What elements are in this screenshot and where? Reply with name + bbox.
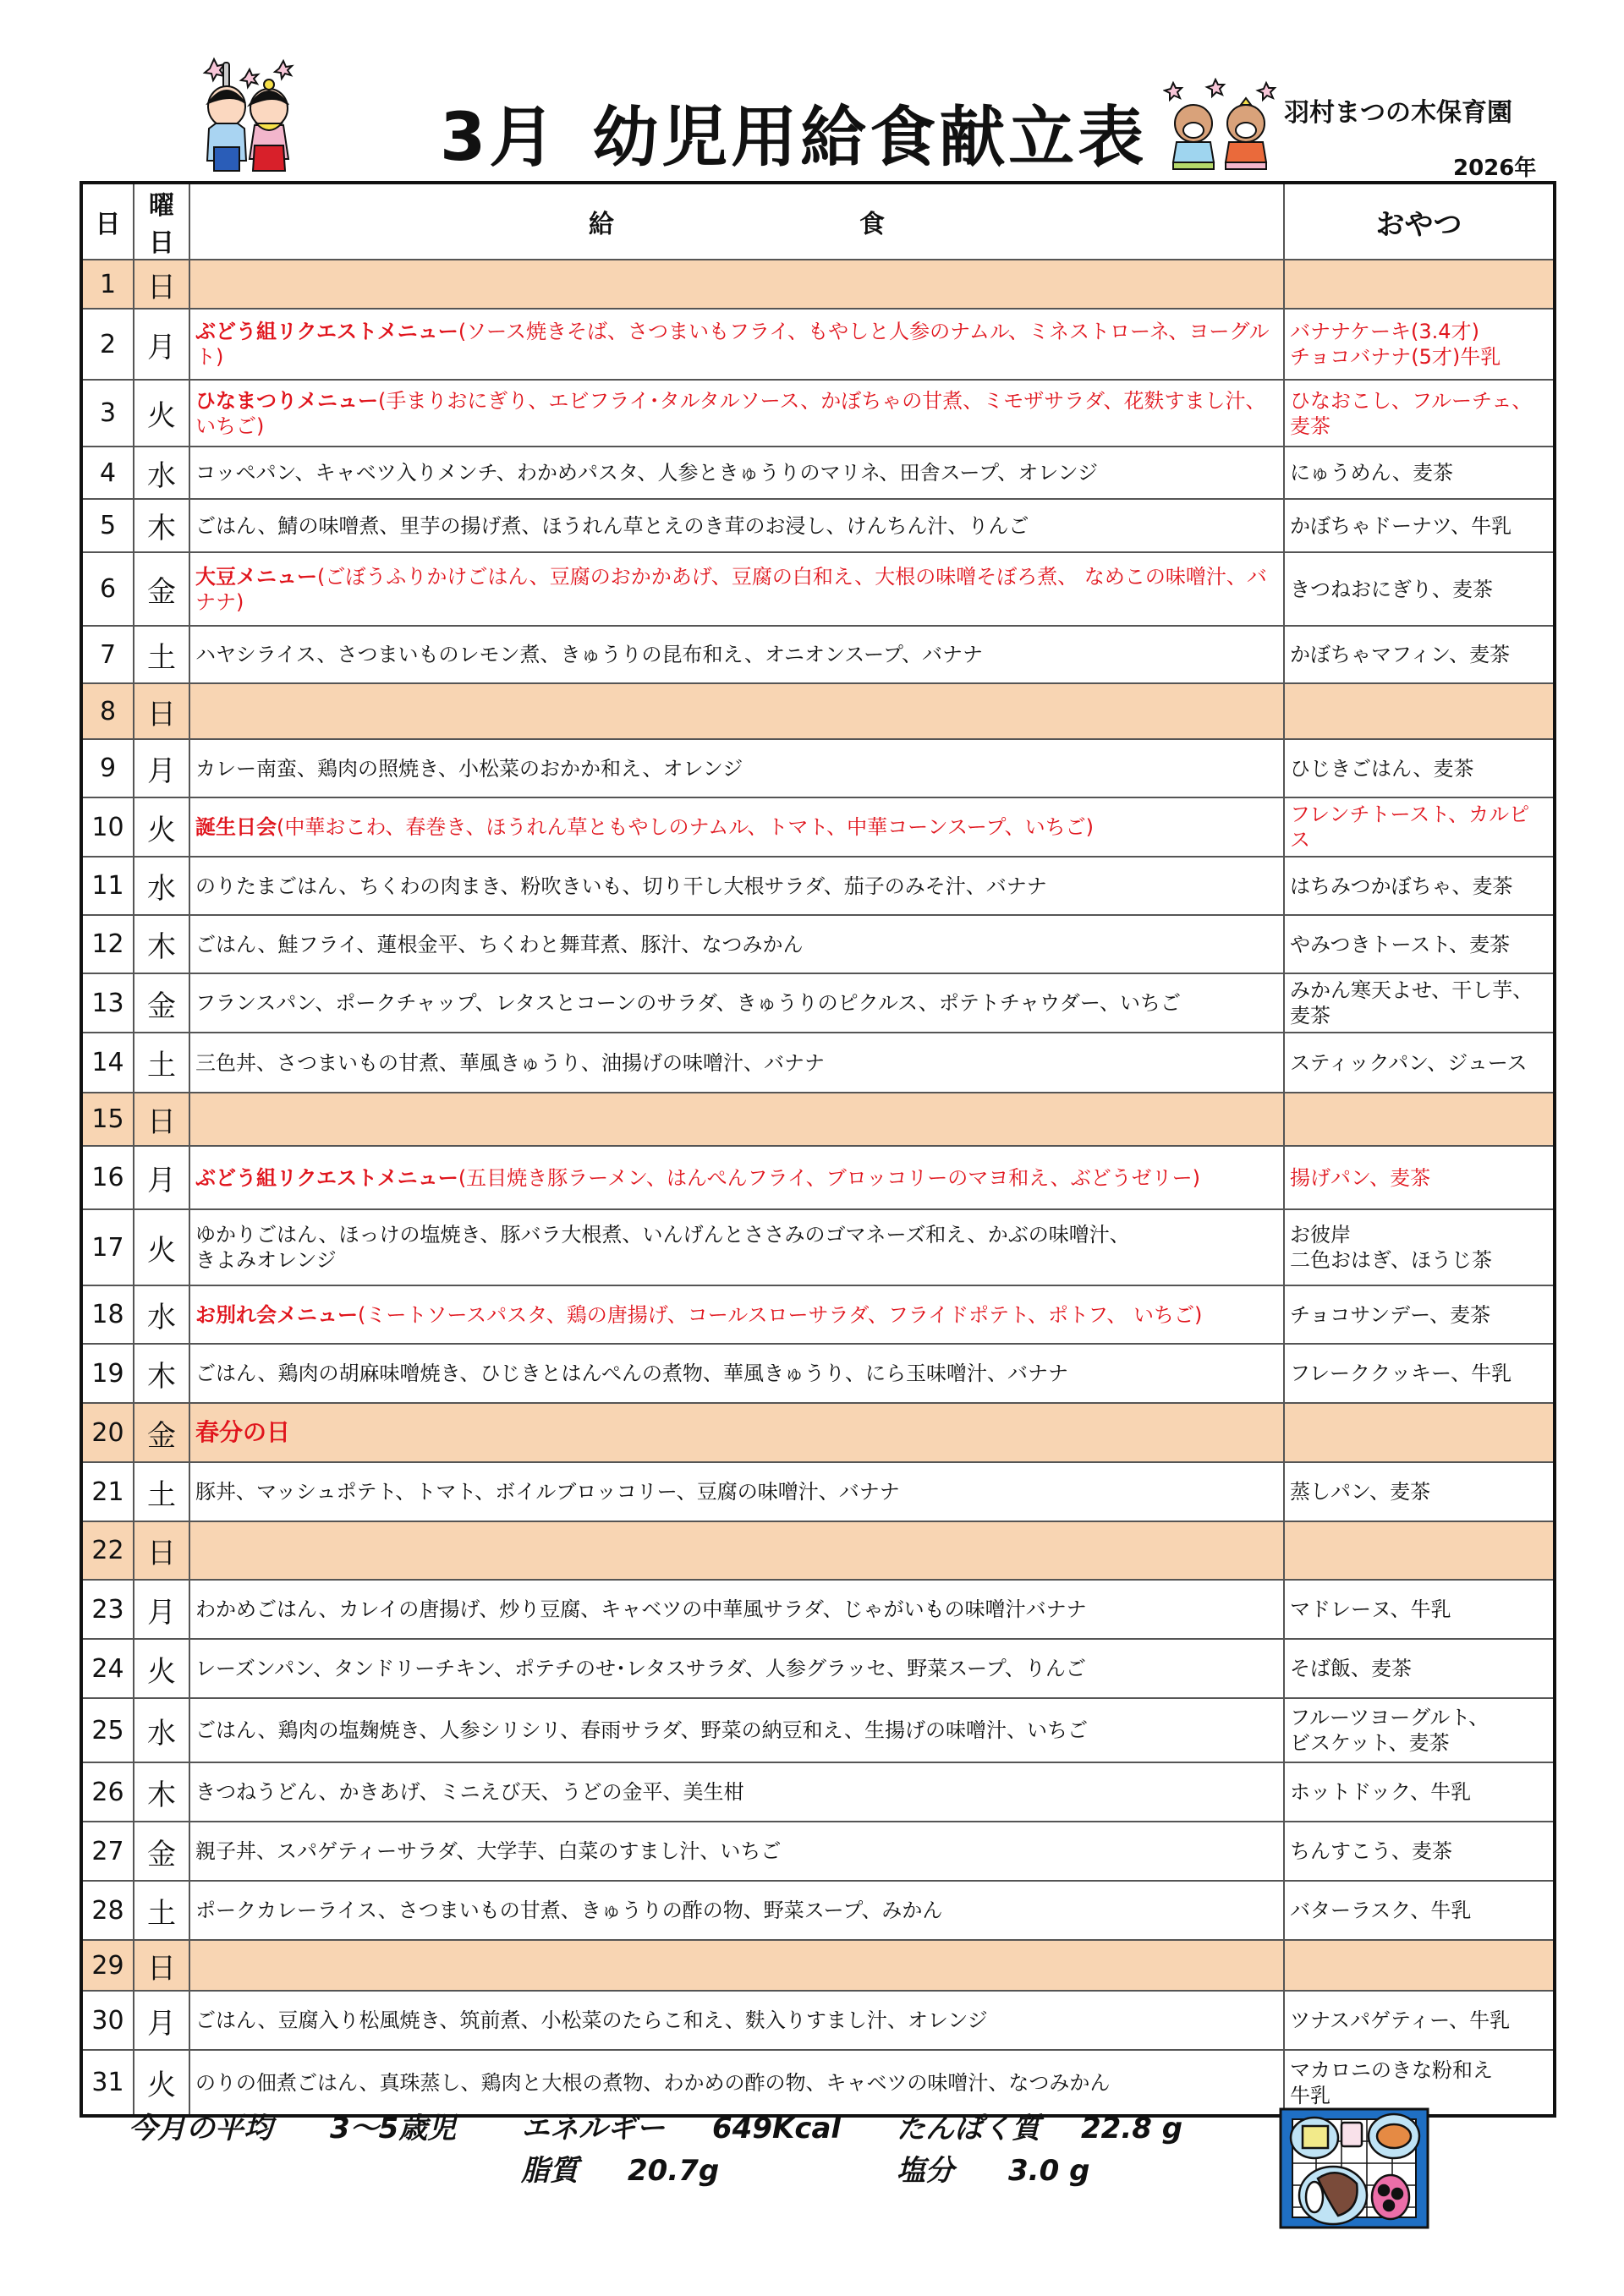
row-snack: ひじきごはん、麦茶	[1284, 739, 1555, 797]
row-snack: ホットドック、牛乳	[1284, 1762, 1555, 1822]
row-meal	[189, 552, 1284, 626]
menu-row	[81, 739, 1555, 797]
meal-items: のりの佃煮ごはん、真珠蒸し、鶏肉と大根の煮物、わかめの酢の物、キャベツの味噌汁、なつみかん	[195, 2070, 1111, 2095]
row-weekday: 木	[134, 1762, 189, 1822]
row-day: 5	[81, 499, 134, 552]
row-meal	[189, 1639, 1284, 1698]
row-weekday: 火	[134, 1639, 189, 1698]
row-day: 1	[81, 260, 134, 309]
menu-row	[81, 260, 1555, 309]
menu-row	[81, 683, 1555, 739]
row-meal	[189, 499, 1284, 552]
meal-items: (ミートソースパスタ、鶏の唐揚げ、コールスローサラダ、フライドポテト、ポトフ、 いちご)	[358, 1302, 1203, 1327]
menu-row	[81, 1881, 1555, 1940]
summary-age: 3～5歳児	[330, 2112, 457, 2145]
row-day: 24	[81, 1639, 134, 1698]
menu-row	[81, 1344, 1555, 1403]
hina-dolls-illustration	[199, 52, 300, 176]
row-day: 28	[81, 1881, 134, 1940]
meal-items: カレー南蛮、鶏肉の照焼き、小松菜のおかか和え、オレンジ	[195, 756, 743, 781]
row-meal	[189, 797, 1284, 857]
menu-row	[81, 1033, 1555, 1093]
menu-row	[81, 380, 1555, 447]
meal-event-label: ぶどう組リクエストメニュー	[195, 320, 458, 343]
row-weekday: 火	[134, 380, 189, 447]
meal-event-label: お別れ会メニュー	[195, 1302, 358, 1327]
row-day: 22	[81, 1521, 134, 1580]
row-meal	[189, 1146, 1284, 1209]
menu-row	[81, 1462, 1555, 1521]
row-meal	[189, 1462, 1284, 1521]
row-snack: やみつきトースト、麦茶	[1284, 915, 1555, 973]
row-meal	[189, 739, 1284, 797]
row-weekday: 土	[134, 1033, 189, 1093]
row-day: 15	[81, 1093, 134, 1146]
row-weekday: 日	[134, 1521, 189, 1580]
salt-value: 3.0 g	[1008, 2154, 1090, 2188]
row-weekday: 水	[134, 1698, 189, 1762]
row-meal	[189, 1033, 1284, 1093]
row-day: 29	[81, 1940, 134, 1991]
meal-event-label: 誕生日会	[195, 815, 277, 839]
row-weekday: 日	[134, 1940, 189, 1991]
menu-row	[81, 447, 1555, 499]
menu-row	[81, 1762, 1555, 1822]
header-day: 日	[81, 183, 134, 260]
menu-row	[81, 1580, 1555, 1639]
meal-items: ごはん、鶏肉の塩麹焼き、人参シリシリ、春雨サラダ、野菜の納豆和え、生揚げの味噌汁、いちご	[195, 1718, 1089, 1742]
header-meal-1: 給	[589, 210, 614, 239]
row-day: 31	[81, 2050, 134, 2116]
protein-label: たんぱく質	[897, 2112, 1040, 2145]
row-weekday: 木	[134, 1344, 189, 1403]
row-weekday: 月	[134, 1580, 189, 1639]
meal-event-label: 春分の日	[195, 1417, 291, 1446]
monthly-nutrition-summary	[129, 2107, 1182, 2192]
row-snack: マカロニのきな粉和え 牛乳	[1284, 2050, 1555, 2116]
row-snack: マドレーヌ、牛乳	[1284, 1580, 1555, 1639]
row-meal	[189, 1580, 1284, 1639]
row-day: 17	[81, 1209, 134, 1285]
menu-row	[81, 1698, 1555, 1762]
row-meal	[189, 447, 1284, 499]
row-day: 3	[81, 380, 134, 447]
row-weekday: 金	[134, 1822, 189, 1881]
row-day: 23	[81, 1580, 134, 1639]
row-day: 4	[81, 447, 134, 499]
row-snack	[1284, 1521, 1555, 1580]
menu-row	[81, 973, 1555, 1033]
row-snack: チョコサンデー、麦茶	[1284, 1285, 1555, 1344]
row-weekday: 木	[134, 915, 189, 973]
protein-value: 22.8 g	[1081, 2112, 1183, 2145]
menu-row	[81, 1209, 1555, 1285]
row-day: 2	[81, 309, 134, 380]
menu-row	[81, 857, 1555, 915]
meal-items: きつねうどん、かきあげ、ミニえび天、うどの金平、美生柑	[195, 1780, 744, 1804]
meal-items: コッペパン、キャベツ入りメンチ、わかめパスタ、人参ときゅうりのマリネ、田舎スープ、オレンジ	[195, 461, 1099, 485]
row-weekday: 月	[134, 1146, 189, 1209]
row-snack: はちみつかぼちゃ、麦茶	[1284, 857, 1555, 915]
menu-row	[81, 1403, 1555, 1462]
row-day: 14	[81, 1033, 134, 1093]
header-meal-2: 食	[859, 210, 885, 239]
row-meal	[189, 1209, 1284, 1285]
meal-items: ポークカレーライス、さつまいもの甘煮、きゅうりの酢の物、野菜スープ、みかん	[195, 1899, 943, 1922]
row-snack: 揚げパン、麦茶	[1284, 1146, 1555, 1209]
row-meal	[189, 1762, 1284, 1822]
school-lunch-tray-illustration	[1279, 2107, 1429, 2229]
meal-items: ハヤシライス、さつまいものレモン煮、きゅうりの昆布和え、オニオンスープ、バナナ	[195, 643, 983, 666]
row-snack: かぼちゃマフィン、麦茶	[1284, 626, 1555, 683]
row-weekday: 水	[134, 1285, 189, 1344]
menu-row	[81, 1093, 1555, 1146]
row-weekday: 月	[134, 739, 189, 797]
row-day: 21	[81, 1462, 134, 1521]
row-weekday: 月	[134, 1991, 189, 2050]
row-meal	[189, 260, 1284, 309]
row-meal	[189, 1698, 1284, 1762]
row-meal	[189, 915, 1284, 973]
row-meal	[189, 1822, 1284, 1881]
header-snack: おやつ	[1284, 183, 1555, 260]
row-meal	[189, 1521, 1284, 1580]
row-meal	[189, 1403, 1284, 1462]
row-snack	[1284, 683, 1555, 739]
row-snack: スティックパン、ジュース	[1284, 1033, 1555, 1093]
row-day: 6	[81, 552, 134, 626]
meal-items: (手まりおにぎり、エビフライ･タルタルソース、かぼちゃの甘煮、ミモザサラダ、花麩すまし汁、いちご)	[195, 388, 1266, 438]
meal-event-label: ぶどう組リクエストメニュー	[195, 1165, 458, 1190]
salt-label: 塩分	[897, 2154, 954, 2188]
row-snack: バナナケーキ(3.4才) チョコバナナ(5才)牛乳	[1284, 309, 1555, 380]
row-meal	[189, 683, 1284, 739]
row-weekday: 水	[134, 447, 189, 499]
menu-row	[81, 499, 1555, 552]
row-meal	[189, 2050, 1284, 2116]
row-snack	[1284, 260, 1555, 309]
row-weekday: 土	[134, 626, 189, 683]
row-snack: 蒸しパン、麦茶	[1284, 1462, 1555, 1521]
menu-row	[81, 915, 1555, 973]
meal-items: (ごぼうふりかけごはん、豆腐のおかかあげ、豆腐の白和え、大根の味噌そぼろ煮、 なめこの味噌汁、バナナ)	[195, 564, 1267, 614]
menu-row	[81, 797, 1555, 857]
row-snack	[1284, 1940, 1555, 1991]
title-text: 幼児用給食献立表	[592, 100, 1148, 176]
summary-label: 今月の平均	[129, 2112, 272, 2145]
row-snack: ちんすこう、麦茶	[1284, 1822, 1555, 1881]
meal-items: ごはん、鶏肉の胡麻味噌焼き、ひじきとはんぺんの煮物、華風きゅうり、にら玉味噌汁、バナナ	[195, 1362, 1068, 1385]
row-meal	[189, 1940, 1284, 1991]
row-weekday: 火	[134, 797, 189, 857]
row-weekday: 月	[134, 309, 189, 380]
row-snack: フレーククッキー、牛乳	[1284, 1344, 1555, 1403]
row-snack: きつねおにぎり、麦茶	[1284, 552, 1555, 626]
meal-items: 三色丼、さつまいもの甘煮、華風きゅうり、油揚げの味噌汁、バナナ	[195, 1050, 825, 1075]
row-snack: ツナスパゲティー、牛乳	[1284, 1991, 1555, 2050]
menu-row	[81, 1940, 1555, 1991]
row-day: 9	[81, 739, 134, 797]
row-weekday: 水	[134, 857, 189, 915]
meal-items: 親子丼、スパゲティーサラダ、大学芋、白菜のすまし汁、いちご	[195, 1839, 782, 1863]
title-month: 3月	[440, 100, 559, 176]
row-day: 30	[81, 1991, 134, 2050]
menu-row	[81, 1521, 1555, 1580]
bear-hina-dolls-illustration	[1163, 78, 1281, 173]
row-snack: にゅうめん、麦茶	[1284, 447, 1555, 499]
row-day: 8	[81, 683, 134, 739]
row-day: 26	[81, 1762, 134, 1822]
row-day: 7	[81, 626, 134, 683]
meal-items: (ソース焼きそば、さつまいもフライ、もやしと人参のナムル、ミネストローネ、ヨーグルト)	[195, 320, 1270, 369]
row-weekday: 金	[134, 1403, 189, 1462]
row-weekday: 木	[134, 499, 189, 552]
menu-row	[81, 309, 1555, 380]
row-meal	[189, 380, 1284, 447]
row-meal	[189, 309, 1284, 380]
meal-items: (中華おこわ、春巻き、ほうれん草ともやしのナムル、トマト、中華コーンスープ、いちご)	[277, 815, 1095, 839]
meal-items: ごはん、豆腐入り松風焼き、筑前煮、小松菜のたらこ和え、麩入りすまし汁、オレンジ	[195, 2008, 988, 2032]
row-weekday: 火	[134, 1209, 189, 1285]
row-day: 11	[81, 857, 134, 915]
row-day: 13	[81, 973, 134, 1033]
row-day: 19	[81, 1344, 134, 1403]
row-meal	[189, 973, 1284, 1033]
row-snack	[1284, 1403, 1555, 1462]
row-snack: ひなおこし、フルーチェ、麦茶	[1284, 380, 1555, 447]
fat-label: 脂質	[521, 2154, 579, 2188]
row-weekday: 土	[134, 1462, 189, 1521]
row-weekday: 土	[134, 1881, 189, 1940]
row-meal	[189, 1093, 1284, 1146]
menu-row	[81, 1285, 1555, 1344]
meal-items: ごはん、鯖の味噌煮、里芋の揚げ煮、ほうれん草とえのき茸のお浸し、けんちん汁、りんご	[195, 513, 1029, 538]
row-meal	[189, 1344, 1284, 1403]
row-snack: バターラスク、牛乳	[1284, 1881, 1555, 1940]
row-day: 10	[81, 797, 134, 857]
row-snack: お彼岸 二色おはぎ、ほうじ茶	[1284, 1209, 1555, 1285]
menu-row	[81, 1822, 1555, 1881]
row-weekday: 火	[134, 2050, 189, 2116]
table-header-row	[81, 183, 1555, 260]
menu-table	[80, 181, 1556, 2118]
row-day: 27	[81, 1822, 134, 1881]
meal-items: 豚丼、マッシュポテト、トマト、ボイルブロッコリー、豆腐の味噌汁、バナナ	[195, 1480, 900, 1504]
row-snack: フルーツヨーグルト、 ビスケット、麦茶	[1284, 1698, 1555, 1762]
menu-row	[81, 1639, 1555, 1698]
meal-items: フランスパン、ポークチャップ、レタスとコーンのサラダ、きゅうりのピクルス、ポテトチャウダー、いちご	[195, 991, 1181, 1015]
row-snack: フレンチトースト、カルピス	[1284, 797, 1555, 857]
meal-items: ゆかりごはん、ほっけの塩焼き、豚バラ大根煮、いんげんとささみのゴマネーズ和え、かぶの味噌汁、 きよみオレンジ	[195, 1223, 1130, 1272]
year-label: 2026年	[1453, 156, 1537, 181]
row-day: 20	[81, 1403, 134, 1462]
menu-row	[81, 2050, 1555, 2116]
row-snack: かぼちゃドーナツ、牛乳	[1284, 499, 1555, 552]
row-weekday: 日	[134, 683, 189, 739]
row-snack: みかん寒天よせ、干し芋、麦茶	[1284, 973, 1555, 1033]
school-name: 羽村まつの木保育園	[1284, 98, 1512, 128]
meal-items: (五目焼き豚ラーメン、はんぺんフライ、ブロッコリーのマヨ和え、ぶどうゼリー)	[458, 1165, 1201, 1190]
row-snack	[1284, 1093, 1555, 1146]
meal-items: レーズンパン、タンドリーチキン、ポテチのせ･レタスサラダ、人参グラッセ、野菜スープ、りんご	[195, 1657, 1086, 1680]
row-meal	[189, 1285, 1284, 1344]
menu-row	[81, 552, 1555, 626]
row-meal	[189, 626, 1284, 683]
row-weekday: 日	[134, 260, 189, 309]
header-weekday: 曜日	[134, 183, 189, 260]
menu-row	[81, 626, 1555, 683]
energy-label: エネルギー	[521, 2112, 665, 2145]
row-weekday: 金	[134, 973, 189, 1033]
row-day: 25	[81, 1698, 134, 1762]
header-meal	[189, 183, 1284, 260]
row-day: 12	[81, 915, 134, 973]
meal-event-label: 大豆メニュー	[195, 564, 317, 589]
row-meal	[189, 857, 1284, 915]
row-meal	[189, 1991, 1284, 2050]
row-weekday: 日	[134, 1093, 189, 1146]
row-day: 16	[81, 1146, 134, 1209]
menu-row	[81, 1991, 1555, 2050]
meal-items: わかめごはん、カレイの唐揚げ、炒り豆腐、キャベツの中華風サラダ、じゃがいもの味噌汁バナナ	[195, 1597, 1087, 1621]
row-meal	[189, 1881, 1284, 1940]
row-weekday: 金	[134, 552, 189, 626]
row-snack: そば飯、麦茶	[1284, 1639, 1555, 1698]
meal-items: のりたまごはん、ちくわの肉まき、粉吹きいも、切り干し大根サラダ、茄子のみそ汁、バナナ	[195, 874, 1047, 898]
page-title	[440, 85, 1147, 179]
row-day: 18	[81, 1285, 134, 1344]
energy-value: 649Kcal	[712, 2112, 842, 2145]
menu-row	[81, 1146, 1555, 1209]
meal-event-label: ひなまつりメニュー	[195, 388, 378, 413]
fat-value: 20.7g	[628, 2154, 720, 2188]
meal-items: ごはん、鮭フライ、蓮根金平、ちくわと舞茸煮、豚汁、なつみかん	[195, 932, 804, 956]
